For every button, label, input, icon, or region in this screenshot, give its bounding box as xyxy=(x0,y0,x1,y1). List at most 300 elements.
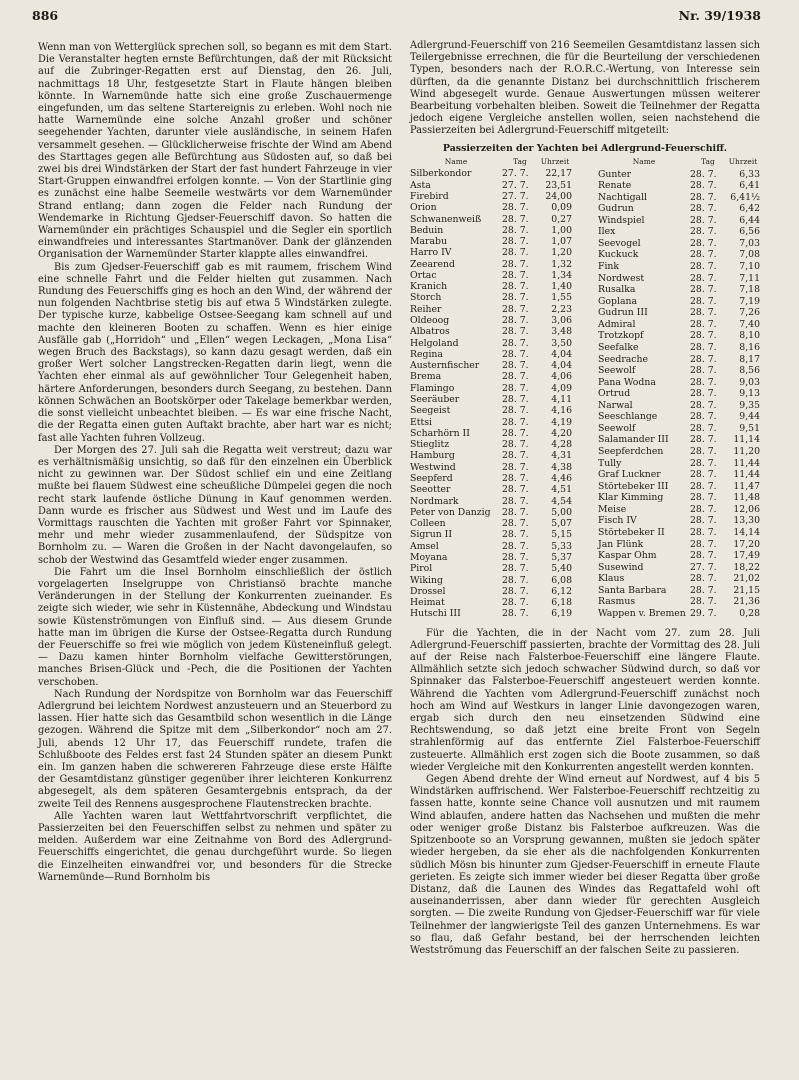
passing-day: 28. 7. xyxy=(502,394,529,406)
table-row xyxy=(410,496,572,507)
yacht-name: Salamander III xyxy=(598,434,669,446)
passing-day: 28. 7. xyxy=(502,439,529,451)
passing-day: 28. 7. xyxy=(502,326,529,338)
passing-time: 18,22 xyxy=(733,561,760,573)
yacht-name: Seeräuber xyxy=(410,394,460,406)
passing-day: 28. 7. xyxy=(502,574,529,586)
passing-day: 28. 7. xyxy=(502,506,529,518)
table-row xyxy=(598,203,760,215)
passing-time: 4,19 xyxy=(551,416,572,428)
passing-time: 3,50 xyxy=(551,337,572,349)
yacht-name: Regina xyxy=(410,348,443,360)
passing-time: 7,40 xyxy=(739,318,760,330)
passing-time: 4,31 xyxy=(551,450,572,462)
passing-time: 4,06 xyxy=(551,371,572,383)
passing-day: 28. 7. xyxy=(502,224,529,236)
passing-day: 28. 7. xyxy=(502,236,529,248)
paragraph: Die Fahrt um die Insel Bornholm einschließlich der östlich vorgelagerten Inselgruppe von Christiansö brachte manche Veränderungen in der Stellung der Konkurrenten zueinander. Es zeigte sich wieder, wie sehr in Küstennähe, Abdeckung und Windstau sowie Küstenströmungen von Einfluß sind. — Aus diesem Grunde hatte man im übrigen die Kurse der Ostsee-Regatta durch Rundung der Feuerschiffe so frei wie möglich von jedem Küsteneinfluß gelegt. — Dazu kamen hinter Bornholm vielfache Gewitterstörungen, manches Brisen-Glück und -Pech, die die Positionen der Yachten verschoben. xyxy=(38,566,392,688)
passing-time: 6,33 xyxy=(739,168,760,180)
yacht-name: Trotzkopf xyxy=(598,330,644,342)
table-row xyxy=(598,411,760,423)
passing-time: 7,18 xyxy=(739,284,760,296)
paragraph: Adlergrund-Feuerschiff von 216 Seemeilen Gesamtdistanz lassen sich Teilergebnisse errechnen, die für die Beurteilung der verschiedenen Typen, besonders nach der R.O.R.C.-Wertung, von Interesse sein dürften, da die genannte Distanz bei durchschnittlich frischerem Wind abgesegelt wurde. Genaue Auswertungen müssen weiterer Bearbeitung vorbehalten bleiben. Soweit die Teilnehmer der Regatta jedoch eigene Vergleiche anstellen wollen, seien nachstehend die Passierzeiten bei Adlergrund-Feuerschiff mitgeteilt: xyxy=(410,40,760,137)
passing-time: 0,09 xyxy=(551,202,572,214)
passing-day: 28. 7. xyxy=(502,484,529,496)
yacht-name: Seefalke xyxy=(598,341,639,353)
yacht-name: Seewolf xyxy=(598,422,636,434)
passing-day: 28. 7. xyxy=(690,341,717,353)
table-row xyxy=(410,326,572,337)
paragraph: Alle Yachten waren laut Wettfahrtvorschrift verpflichtet, die Passierzeiten bei den Feuerschiffen selbst zu nehmen und später zu melden. Außerdem war eine Zeitnahme von Bord des Adlergrund-Feuerschiffs eingerichtet, die genau durchgeführt wurde. So liegen die Einzelheiten einwandfrei vor, und besonders für die Strecke Warnemünde—Rund Bornholm bis xyxy=(38,810,392,883)
table-row xyxy=(598,608,760,620)
passing-time: 6,12 xyxy=(551,585,572,597)
yacht-name: Helgoland xyxy=(410,337,459,349)
passing-day: 28. 7. xyxy=(690,318,717,330)
passing-time: 4,51 xyxy=(551,484,572,496)
yacht-name: Goplana xyxy=(598,295,638,307)
table-row xyxy=(410,552,572,563)
yacht-name: Seegeist xyxy=(410,405,451,417)
table-row xyxy=(598,353,760,365)
passing-time: 9,35 xyxy=(739,399,760,411)
passing-time: 13,30 xyxy=(733,515,760,527)
yacht-name: Seevogel xyxy=(598,237,641,249)
passing-times-table xyxy=(410,157,760,619)
table-row xyxy=(410,281,572,292)
passing-time: 8,17 xyxy=(739,353,760,365)
passing-day: 28. 7. xyxy=(502,472,529,484)
passing-time: 11,47 xyxy=(733,480,760,492)
table-row xyxy=(410,608,572,619)
passing-day: 28. 7. xyxy=(690,261,717,273)
passing-day: 28. 7. xyxy=(690,480,717,492)
table-row xyxy=(598,423,760,435)
passing-time: 17,49 xyxy=(733,550,760,562)
passing-day: 28. 7. xyxy=(502,427,529,439)
yacht-name: Störtebeker II xyxy=(598,526,665,538)
yacht-name: Zeearend xyxy=(410,258,455,270)
yacht-name: Sigrun II xyxy=(410,529,453,541)
passing-day: 28. 7. xyxy=(502,529,529,541)
table-row xyxy=(598,180,760,192)
passing-day: 28. 7. xyxy=(502,551,529,563)
yacht-name: Seepferd xyxy=(410,472,453,484)
table-row xyxy=(410,417,572,428)
passing-time: 11,20 xyxy=(733,446,760,458)
table-row xyxy=(410,541,572,552)
passing-day: 28. 7. xyxy=(690,284,717,296)
passing-time: 23,51 xyxy=(545,179,572,191)
passing-day: 28. 7. xyxy=(502,258,529,270)
yacht-name: Nordmark xyxy=(410,495,459,507)
table-row xyxy=(598,469,760,481)
table-row xyxy=(598,319,760,331)
passing-time: 7,11 xyxy=(739,272,760,284)
passing-time: 12,06 xyxy=(733,503,760,515)
passing-time: 6,19 xyxy=(551,608,572,620)
passing-time: 21,02 xyxy=(733,573,760,585)
yacht-name: Gudrun III xyxy=(598,307,648,319)
yacht-name: Heimat xyxy=(410,597,445,609)
table-row xyxy=(410,225,572,236)
passing-time: 3,06 xyxy=(551,315,572,327)
table-row xyxy=(410,563,572,574)
passing-time: 1,07 xyxy=(551,236,572,248)
passing-time: 6,41½ xyxy=(730,191,760,203)
passing-day: 28. 7. xyxy=(502,247,529,259)
passing-day: 28. 7. xyxy=(502,495,529,507)
table-row xyxy=(410,439,572,450)
yacht-name: Wappen v. Bremen xyxy=(598,608,686,620)
passing-day: 28. 7. xyxy=(690,365,717,377)
column-header-time: Uhrzeit xyxy=(540,157,570,167)
passing-time: 5,40 xyxy=(551,563,572,575)
passing-day: 27. 7. xyxy=(502,168,529,180)
table-row xyxy=(598,215,760,227)
passing-time: 4,16 xyxy=(551,405,572,417)
table-row xyxy=(410,484,572,495)
passing-time: 4,11 xyxy=(551,394,572,406)
passing-day: 29. 7. xyxy=(690,608,717,620)
passing-time: 4,20 xyxy=(551,427,572,439)
passing-day: 28. 7. xyxy=(502,382,529,394)
passing-day: 28. 7. xyxy=(690,191,717,203)
passing-time: 11,44 xyxy=(733,469,760,481)
passing-time: 9,03 xyxy=(739,376,760,388)
passing-time: 22,17 xyxy=(545,168,572,180)
passing-day: 27. 7. xyxy=(502,179,529,191)
table-row xyxy=(598,330,760,342)
table-row xyxy=(598,434,760,446)
yacht-name: Drossel xyxy=(410,585,446,597)
table-row xyxy=(598,550,760,562)
yacht-name: Fink xyxy=(598,261,620,273)
passing-day: 28. 7. xyxy=(690,272,717,284)
passing-day: 28. 7. xyxy=(690,295,717,307)
yacht-name: Rasmus xyxy=(598,596,636,608)
passing-day: 28. 7. xyxy=(690,168,717,180)
passing-day: 28. 7. xyxy=(502,405,529,417)
table-row xyxy=(410,191,572,202)
yacht-name: Marabu xyxy=(410,236,447,248)
table-row xyxy=(598,446,760,458)
passing-day: 28. 7. xyxy=(690,526,717,538)
passing-day: 28. 7. xyxy=(690,584,717,596)
column-header-day: Tag xyxy=(513,157,527,167)
table-row xyxy=(598,226,760,238)
yacht-name: Susewind xyxy=(598,561,644,573)
yacht-name: Jan Flünk xyxy=(598,538,644,550)
yacht-name: Meise xyxy=(598,503,627,515)
passing-time: 11,14 xyxy=(733,434,760,446)
passing-time: 9,51 xyxy=(739,422,760,434)
table-row xyxy=(410,259,572,270)
yacht-name: Ortrud xyxy=(598,388,631,400)
table-row xyxy=(598,249,760,261)
table-row xyxy=(410,405,572,416)
passing-day: 28. 7. xyxy=(502,450,529,462)
passing-time: 7,03 xyxy=(739,237,760,249)
passing-time: 6,08 xyxy=(551,574,572,586)
yacht-name: Colleen xyxy=(410,518,446,530)
yacht-name: Nordwest xyxy=(598,272,645,284)
yacht-name: Santa Barbara xyxy=(598,584,667,596)
passing-time: 2,23 xyxy=(551,303,572,315)
yacht-name: Amsel xyxy=(410,540,439,552)
yacht-name: Ettsi xyxy=(410,416,433,428)
passing-time: 4,46 xyxy=(551,472,572,484)
yacht-name: Hutschi III xyxy=(410,608,461,620)
passing-time: 4,09 xyxy=(551,382,572,394)
table-row xyxy=(598,481,760,493)
table-row xyxy=(410,349,572,360)
table-row xyxy=(410,371,572,382)
passing-time: 1,55 xyxy=(551,292,572,304)
passing-day: 28. 7. xyxy=(690,492,717,504)
passing-day: 28. 7. xyxy=(502,585,529,597)
yacht-name: Narwal xyxy=(598,399,633,411)
passing-day: 28. 7. xyxy=(502,281,529,293)
table-row xyxy=(410,202,572,213)
passing-time: 21,36 xyxy=(733,596,760,608)
paragraph: Für die Yachten, die in der Nacht vom 27. zum 28. Juli Adlergrund-Feuerschiff passierten, brachte der Vormittag des 28. Juli auf der Reise nach Falsterboe-Feuerschiff eine längere Flaute. Allmählich setzte sich jedoch schwacher Südwind durch, so daß vor Spinnaker das Falsterboe-Feuerschiff angesteuert werden konnte. Während die Yachten vom Adlergrund-Feuerschiff zunächst noch hoch am Wind auf Westkurs in langer Linie davongezogen waren, ergab sich durch den neu einsetzenden Südwind eine Rechtswendung, so daß jetzt eine breite Front von Segeln strahlenförmig auf das entfernte Ziel Falsterboe-Feuerschiff zusteuerte. Allmählich erst zogen sich die Boote zusammen, so daß wieder Vergleiche mit den Konkurrenten angestellt werden konnten. xyxy=(410,627,760,773)
yacht-name: Störtebeker III xyxy=(598,480,669,492)
table-row xyxy=(598,457,760,469)
passing-day: 28. 7. xyxy=(690,226,717,238)
table-row xyxy=(410,575,572,586)
table-row xyxy=(410,338,572,349)
column-header-day: Tag xyxy=(701,157,715,167)
table-row xyxy=(410,180,572,191)
passing-time: 0,27 xyxy=(551,213,572,225)
table-row xyxy=(410,428,572,439)
passing-time: 8,10 xyxy=(739,330,760,342)
passing-day: 28. 7. xyxy=(690,214,717,226)
yacht-name: Seeschlange xyxy=(598,411,658,423)
passing-day: 28. 7. xyxy=(690,515,717,527)
table-row xyxy=(410,383,572,394)
yacht-name: Kaspar Ohm xyxy=(598,550,657,562)
passing-time: 1,00 xyxy=(551,224,572,236)
yacht-name: Silberkondor xyxy=(410,168,472,180)
table-row xyxy=(598,296,760,308)
passing-time: 6,18 xyxy=(551,597,572,609)
yacht-name: Nachtigall xyxy=(598,191,648,203)
table-row xyxy=(598,504,760,516)
passing-day: 28. 7. xyxy=(502,563,529,575)
passing-day: 28. 7. xyxy=(502,518,529,530)
table-row xyxy=(598,168,760,180)
paragraph: Wenn man von Wetterglück sprechen soll, so begann es mit dem Start. Die Veranstalter hegten ernste Befürchtungen, daß der mit Rücksicht auf die Zubringer-Regatten erst auf Dienstag, den 26. Juli, nachmittags 18 Uhr, festgesetzte Start in Flaute hängen bleiben könnte. In Warnemünde hatte sich eine große Zuschauermenge eingefunden, um das seltene Startereignis zu erleben. Wohl noch nie hatte Warnemünde eine solche Anzahl großer und schöner seegehender Yachten, darunter viele ausländische, in seinem Hafen versammelt gesehen. — Glücklicherweise frischte der Wind am Abend des Starttages gegen alle Befürchtung aus Südosten auf, so daß bei zwei bis drei Windstärken der Start der fast hundert Fahrzeuge in vier Start-Gruppen einwandfrei erfolgen konnte. — Von der Startlinie ging es zunächst eine halbe Seemeile westwärts vor dem Warnemünder Strand entlang; dann zogen die Felder nach Rundung der Wendemarke in Richtung Gjedser-Feuerschiff davon. So hatten die Warnemünder ein prächtiges Schauspiel und die Segler ein sportlich einwandfreies und interessantes Startmanöver. Dank der glänzenden Organisation der Warnemünder Starter klappte alles einwandfrei. xyxy=(38,42,392,261)
passing-time: 8,56 xyxy=(739,365,760,377)
page-number: 886 xyxy=(32,8,59,23)
table-row xyxy=(410,168,572,179)
passing-day: 28. 7. xyxy=(502,461,529,473)
table-row xyxy=(598,585,760,597)
yacht-name: Scharhörn II xyxy=(410,427,470,439)
table-row xyxy=(410,247,572,258)
passing-day: 28. 7. xyxy=(502,416,529,428)
table-row xyxy=(598,192,760,204)
passing-time: 11,48 xyxy=(733,492,760,504)
yacht-name: Windspiel xyxy=(598,214,645,226)
yacht-name: Kuckuck xyxy=(598,249,639,261)
table-row xyxy=(598,377,760,389)
passing-time: 1,34 xyxy=(551,269,572,281)
passing-day: 28. 7. xyxy=(502,269,529,281)
yacht-name: Fisch IV xyxy=(598,515,637,527)
yacht-name: Seepferdchen xyxy=(598,446,664,458)
passing-time: 9,13 xyxy=(739,388,760,400)
yacht-name: Peter von Danzig xyxy=(410,506,491,518)
passing-day: 28. 7. xyxy=(502,360,529,372)
passing-day: 28. 7. xyxy=(690,573,717,585)
passing-time: 7,10 xyxy=(739,261,760,273)
passing-time: 24,00 xyxy=(545,190,572,202)
issue-number: Nr. 39/1938 xyxy=(678,8,761,23)
yacht-name: Klar Kimming xyxy=(598,492,664,504)
passing-day: 28. 7. xyxy=(690,180,717,192)
passing-day: 27. 7. xyxy=(502,190,529,202)
yacht-name: Gudrun xyxy=(598,203,634,215)
table-row xyxy=(598,596,760,608)
yacht-name: Kranich xyxy=(410,281,448,293)
yacht-name: Klaus xyxy=(598,573,625,585)
table-row xyxy=(598,342,760,354)
table-row xyxy=(410,304,572,315)
yacht-name: Moyana xyxy=(410,551,448,563)
yacht-name: Albatros xyxy=(410,326,450,338)
yacht-name: Pirol xyxy=(410,563,433,575)
passing-time: 5,15 xyxy=(551,529,572,541)
yacht-name: Graf Luckner xyxy=(598,469,661,481)
passing-day: 28. 7. xyxy=(502,213,529,225)
yacht-name: Flamingo xyxy=(410,382,455,394)
passing-day: 28. 7. xyxy=(690,469,717,481)
table-row xyxy=(410,507,572,518)
yacht-name: Beduin xyxy=(410,224,444,236)
yacht-name: Schwanenweiß xyxy=(410,213,482,225)
table-row xyxy=(410,597,572,608)
table-row xyxy=(410,462,572,473)
table-row xyxy=(598,307,760,319)
passing-day: 28. 7. xyxy=(502,292,529,304)
passing-time: 7,08 xyxy=(739,249,760,261)
table-row xyxy=(410,315,572,326)
table-row xyxy=(598,284,760,296)
passing-day: 28. 7. xyxy=(690,596,717,608)
table-row xyxy=(598,492,760,504)
passing-day: 28. 7. xyxy=(502,303,529,315)
table-row xyxy=(598,238,760,250)
yacht-name: Pana Wodna xyxy=(598,376,656,388)
yacht-name: Renate xyxy=(598,180,632,192)
yacht-name: Firebird xyxy=(410,190,449,202)
passing-time: 6,41 xyxy=(739,180,760,192)
yacht-name: Harro IV xyxy=(410,247,452,259)
yacht-name: Storch xyxy=(410,292,442,304)
passing-times-table-left xyxy=(410,157,572,619)
passing-times-table-right xyxy=(598,157,760,619)
passing-time: 5,00 xyxy=(551,506,572,518)
right-column xyxy=(410,40,760,957)
column-header-name: Name xyxy=(444,157,468,167)
yacht-name: Rusalka xyxy=(598,284,636,296)
table-row xyxy=(598,527,760,539)
yacht-name: Brema xyxy=(410,371,442,383)
passing-day: 28. 7. xyxy=(502,597,529,609)
table-row xyxy=(410,270,572,281)
yacht-name: Orion xyxy=(410,202,437,214)
passing-day: 28. 7. xyxy=(690,446,717,458)
passing-time: 1,32 xyxy=(551,258,572,270)
column-header-name: Name xyxy=(632,157,656,167)
passing-day: 28. 7. xyxy=(502,371,529,383)
yacht-name: Tully xyxy=(598,457,622,469)
table-row xyxy=(410,394,572,405)
yacht-name: Stieglitz xyxy=(410,439,450,451)
table-row xyxy=(410,529,572,540)
passing-time: 9,44 xyxy=(739,411,760,423)
paragraph: Bis zum Gjedser-Feuerschiff gab es mit raumem, frischem Wind eine schnelle Fahrt und die Felder hielten gut zusammen. Nach Rundung des Feuerschiffs ging es hoch an den Wind, der während der nun folgenden Nachtbrise stetig bis auf etwa 5 Windstärken zulegte. Der typische kurze, kabbelige Ostsee-Seegang kam schnell auf und machte den kleineren Booten zu schaffen. Wenn es hier einige Ausfälle gab („Horridoh“ und „Ellen“ wegen Leckagen, „Mona Lisa“ wegen Bruch des Backstags), so kann dazu gesagt werden, daß ein großer Wert solcher Langstrecken-Regatten darin liegt, wenn die Yachten eher einmal als auf gewöhnlicher Tour Gelegenheit haben, härtere Anforderungen, besonders durch Seegang, zu bestehen. Dann können Schwächen an Bootskörper oder Takelage bemerkbar werden, die sonst vielleicht unbeachtet bleiben. — Es war eine frische Nacht, die der Regatta einen guten Auftakt brachte, aber hart war es nicht; fast alle Yachten fuhren Vollzeug. xyxy=(38,261,392,444)
passing-time: 8,16 xyxy=(739,341,760,353)
table-row xyxy=(410,292,572,303)
passing-day: 28. 7. xyxy=(690,434,717,446)
yacht-name: Ortac xyxy=(410,269,437,281)
passing-time: 7,19 xyxy=(739,295,760,307)
passing-day: 28. 7. xyxy=(690,411,717,423)
yacht-name: Admiral xyxy=(598,318,636,330)
table-row xyxy=(410,518,572,529)
table-row xyxy=(410,360,572,371)
passing-day: 28. 7. xyxy=(690,550,717,562)
table-row xyxy=(410,214,572,225)
passing-time: 6,56 xyxy=(739,226,760,238)
passing-time: 1,20 xyxy=(551,247,572,259)
yacht-name: Ilex xyxy=(598,226,616,238)
table-row xyxy=(410,586,572,597)
passing-time: 4,04 xyxy=(551,360,572,372)
passing-time: 0,28 xyxy=(739,608,760,620)
passing-day: 28. 7. xyxy=(690,376,717,388)
passing-time: 17,20 xyxy=(733,538,760,550)
passing-time: 4,28 xyxy=(551,439,572,451)
table-row xyxy=(598,272,760,284)
table-row xyxy=(598,538,760,550)
paragraph: Gegen Abend drehte der Wind erneut auf Nordwest, auf 4 bis 5 Windstärken auffrischend. Wer Falsterboe-Feuerschiff rechtzeitig zu fassen hatte, konnte seine Chance voll ausnutzen und mit raumem Wind ablaufen, andere hatten das Nachsehen und mußten die mehr oder weniger große Distanz bis Falsterboe aufkreuzen. Was die Spitzenboote so an Vorsprung gewannen, mußten sie jedoch später wieder hergeben, da sie eher als die nachfolgenden Konkurrenten südlich Mösn bis hinunter zum Gjedser-Feuerschiff in erneute Flaute gerieten. Es zeigte sich immer wieder bei dieser Regatta über große Distanz, daß die Launen des Windes das Regattafeld wohl oft auseinanderrissen, aber dann wieder für gerechten Ausgleich sorgten. — Die zweite Rundung von Gjedser-Feuerschiff war für viele Teilnehmer der langwierigste Teil des ganzen Unternehmens. Es war so flau, daß Gefahr bestand, bei der herrschenden leichten Westströmung das Feuerschiff an der falschen Seite zu passieren. xyxy=(410,774,760,956)
passing-day: 28. 7. xyxy=(690,249,717,261)
yacht-name: Reiher xyxy=(410,303,442,315)
passing-time: 11,44 xyxy=(733,457,760,469)
yacht-name: Wiking xyxy=(410,574,443,586)
passing-time: 4,04 xyxy=(551,348,572,360)
table-title: Passierzeiten der Yachten bei Adlergrund-Feuerschiff. xyxy=(442,142,728,154)
passing-time: 6,42 xyxy=(739,203,760,215)
paragraph: Nach Rundung der Nordspitze von Bornholm war das Feuerschiff Adlergrund bei leichtem Nordwest anzusteuern und an Steuerbord zu lassen. Hier hatte sich das Gesamtbild schon wesentlich in die Länge gezogen. Während die Spitze mit dem „Silberkondor“ noch am 27. Juli, abends 12 Uhr 17, das Feuerschiff rundete, trafen die Schlußboote des Feldes erst fast 24 Stunden später an diesem Punkt ein. Im ganzen haben die schwereren Fahrzeuge diese erste Hälfte der Gesamtdistanz günstiger gegenüber ihrer leichteren Konkurrenz abgesegelt, als dem späteren Gesamtergebnis entsprach, da der zweite Teil des Rennens ausgesprochene Flautenstrecken brachte. xyxy=(38,688,392,810)
yacht-name: Austernfischer xyxy=(410,360,480,372)
passing-day: 28. 7. xyxy=(502,540,529,552)
passing-day: 28. 7. xyxy=(690,388,717,400)
column-header-time: Uhrzeit xyxy=(728,157,758,167)
passing-day: 28. 7. xyxy=(502,202,529,214)
passing-time: 6,44 xyxy=(739,214,760,226)
yacht-name: Seeotter xyxy=(410,484,451,496)
passing-time: 3,48 xyxy=(551,326,572,338)
passing-day: 28. 7. xyxy=(690,330,717,342)
passing-time: 5,07 xyxy=(551,518,572,530)
passing-time: 4,38 xyxy=(551,461,572,473)
table-row xyxy=(598,261,760,273)
